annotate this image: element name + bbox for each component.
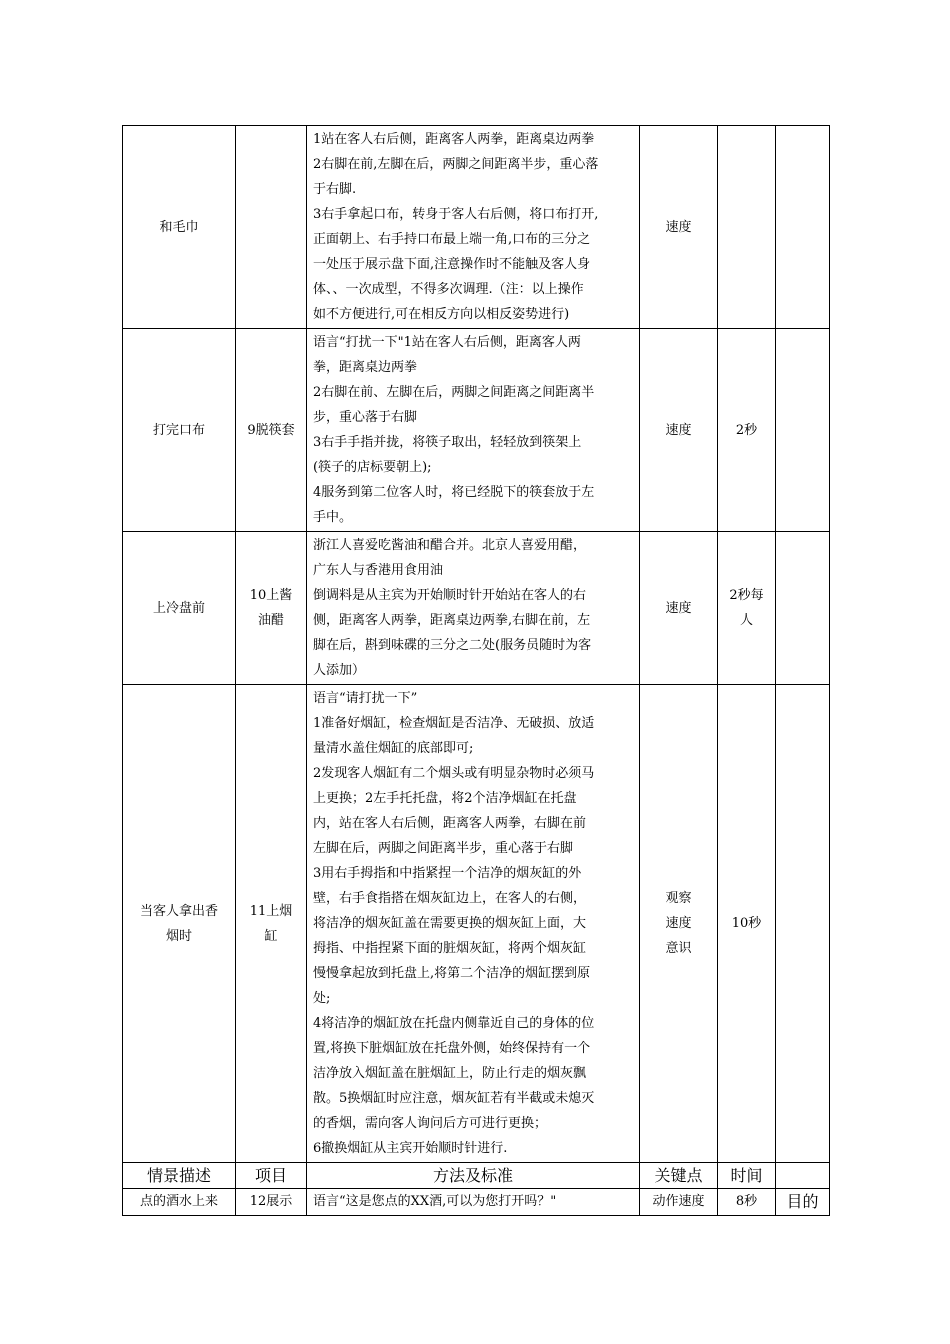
text-line: 散。5换烟缸时应注意，烟灰缸若有半截或未熄灭 [313, 1091, 595, 1106]
text-line: 将洁净的烟灰缸盖在需要更换的烟灰缸上面，大 [313, 916, 587, 931]
text-line: 速度 [665, 916, 692, 931]
text-line: 速度 [665, 422, 692, 438]
text-line: (筷子的店标要朝上); [313, 460, 432, 475]
cell-item [236, 685, 307, 1163]
cell-item [236, 126, 307, 329]
header-time: 时间 [718, 1163, 776, 1189]
text-line: 置,将换下脏烟缸放在托盘外侧，始终保持有一个 [313, 1041, 591, 1056]
cell-scene [123, 532, 236, 685]
text-line: 一处压于展示盘下面,注意操作时不能触及客人身 [313, 257, 591, 272]
text-line: 倒调料是从主宾为开始顺时针开始站在客人的右 [313, 588, 587, 603]
text-line: 9脱筷套 [247, 422, 295, 438]
table-row [123, 329, 830, 532]
cell-time: 8秒 [718, 1189, 776, 1216]
cell-method [307, 532, 640, 685]
text-line: 10上酱 [249, 588, 293, 603]
cell-key-point [640, 329, 718, 532]
cell-scene [123, 126, 236, 329]
text-line: 量清水盖住烟缸的底部即可; [313, 741, 474, 756]
text-line: 拇指、中指捏紧下面的脏烟灰缸，将两个烟灰缸 [313, 941, 587, 956]
text-line: 语言“请打扰一下” [313, 691, 418, 706]
text-line: 拳，距离桌边两拳 [313, 360, 418, 375]
header-method: 方法及标准 [307, 1163, 640, 1189]
cell-key-point: 动作速度 [640, 1189, 718, 1216]
table-row [123, 126, 830, 329]
cell-item [236, 329, 307, 532]
text-line: 2秒每 [729, 588, 764, 603]
text-line: 11上烟 [249, 903, 293, 919]
cell-time [718, 329, 776, 532]
table-row [123, 1189, 830, 1216]
text-line: 正面朝上、右手持口布最上端一角,口布的三分之 [313, 232, 591, 247]
cell-purpose [776, 532, 830, 685]
text-line: 语言“打扰一下"1站在客人右后侧，距离客人两 [313, 335, 581, 350]
text-line: 步，重心落于右脚 [313, 410, 418, 425]
header-item: 项目 [236, 1163, 307, 1189]
text-line: 体、、一次成型，不得多次调理.（注：以上操作 [313, 282, 584, 297]
text-line: 如不方便进行,可在相反方向以相反姿势进行) [313, 307, 570, 322]
text-line: 当客人拿出香 [139, 903, 218, 919]
text-line: 4将洁净的烟缸放在托盘内侧靠近自己的身体的位 [313, 1016, 595, 1031]
text-line: 慢慢拿起放到托盘上,将第二个洁净的烟缸摆到原 [313, 966, 591, 981]
header-purpose [776, 1163, 830, 1189]
text-line: 1准备好烟缸，检查烟缸是否洁净、无破损、放适 [313, 716, 595, 731]
text-line: 的香烟，需向客人询问后方可进行更换； [313, 1116, 548, 1131]
cell-item: 12展示 [236, 1189, 307, 1216]
text-line: 3用右手拇指和中指紧捏一个洁净的烟灰缸的外 [313, 866, 582, 881]
cell-key-point [640, 126, 718, 329]
text-line: 上更换；2左手托托盘，将2个洁净烟缸在托盘 [313, 791, 577, 806]
cell-scene [123, 329, 236, 532]
text-line: 左脚在后，两脚之间距离半步，重心落于右脚 [313, 841, 574, 856]
text-line: 3右手拿起口布，转身于客人右后侧，将口布打开, [313, 207, 599, 222]
text-line: 壁，右手食指搭在烟灰缸边上，在客人的右侧， [313, 891, 587, 906]
cell-purpose [776, 126, 830, 329]
cell-purpose: 目的 [776, 1189, 830, 1216]
text-line: 上冷盘前 [152, 600, 205, 616]
header-key-point: 关键点 [640, 1163, 718, 1189]
text-line: 2发现客人烟缸有二个烟头或有明显杂物时必须马 [313, 766, 595, 781]
text-line: 手中。 [313, 510, 353, 525]
text-line: 烟时 [165, 928, 192, 944]
text-line: 2秒 [735, 422, 758, 438]
cell-key-point [640, 532, 718, 685]
text-line: 3右手手指并拢，将筷子取出，轻轻放到筷架上 [313, 435, 582, 450]
text-line: 1站在客人右后侧，距离客人两拳，距离桌边两拳 [313, 132, 595, 147]
cell-key-point [640, 685, 718, 1163]
cell-method: 语言“这是您点的XX酒,可以为您打开吗？" [307, 1189, 640, 1216]
text-line: 浙江人喜爱吃酱油和醋合并。北京人喜爱用醋， [313, 538, 587, 553]
text-line: 观察 [665, 891, 692, 906]
text-line: 打完口布 [152, 422, 205, 438]
text-line: 人 [739, 613, 753, 628]
text-line: 于右脚. [313, 182, 357, 197]
text-line: 洁净放入烟缸盖在脏烟缸上，防止行走的烟灰飘 [313, 1066, 587, 1081]
cell-item [236, 532, 307, 685]
text-line: 人添加） [313, 663, 366, 678]
cell-time [718, 126, 776, 329]
text-line: 脚在后，斟到味碟的三分之二处(服务员随时为客 [313, 638, 592, 653]
text-line: 意识 [665, 941, 692, 956]
cell-method [307, 329, 640, 532]
text-line: 处; [313, 991, 331, 1006]
cell-time [718, 532, 776, 685]
text-line: 广东人与香港用食用油 [313, 563, 444, 578]
cell-scene [123, 685, 236, 1163]
cell-time [718, 685, 776, 1163]
text-line: 6撤换烟缸从主宾开始顺时针进行. [313, 1141, 508, 1156]
cell-scene: 点的酒水上来 [123, 1189, 236, 1216]
table-row [123, 685, 830, 1163]
text-line: 和毛巾 [159, 219, 199, 235]
cell-purpose [776, 329, 830, 532]
text-line: 速度 [665, 219, 692, 235]
text-line: 油醋 [257, 613, 284, 628]
cell-method [307, 126, 640, 329]
text-line: 4服务到第二位客人时，将已经脱下的筷套放于左 [313, 485, 595, 500]
table-row [123, 532, 830, 685]
text-line: 内，站在客人右后侧，距离客人两拳，右脚在前 [313, 816, 587, 831]
service-standards-table [122, 125, 830, 1216]
text-line: 2右脚在前,左脚在后，两脚之间距离半步，重心落 [313, 157, 599, 172]
text-line: 10秒 [731, 916, 762, 931]
cell-purpose [776, 685, 830, 1163]
header-scene: 情景描述 [123, 1163, 236, 1189]
table-header-row [123, 1163, 830, 1189]
cell-method [307, 685, 640, 1163]
text-line: 2右脚在前、左脚在后，两脚之间距离之间距离半 [313, 385, 595, 400]
text-line: 速度 [665, 600, 692, 616]
text-line: 缸 [264, 928, 278, 944]
text-line: 侧，距离客人两拳，距离桌边两拳,右脚在前，左 [313, 613, 591, 628]
